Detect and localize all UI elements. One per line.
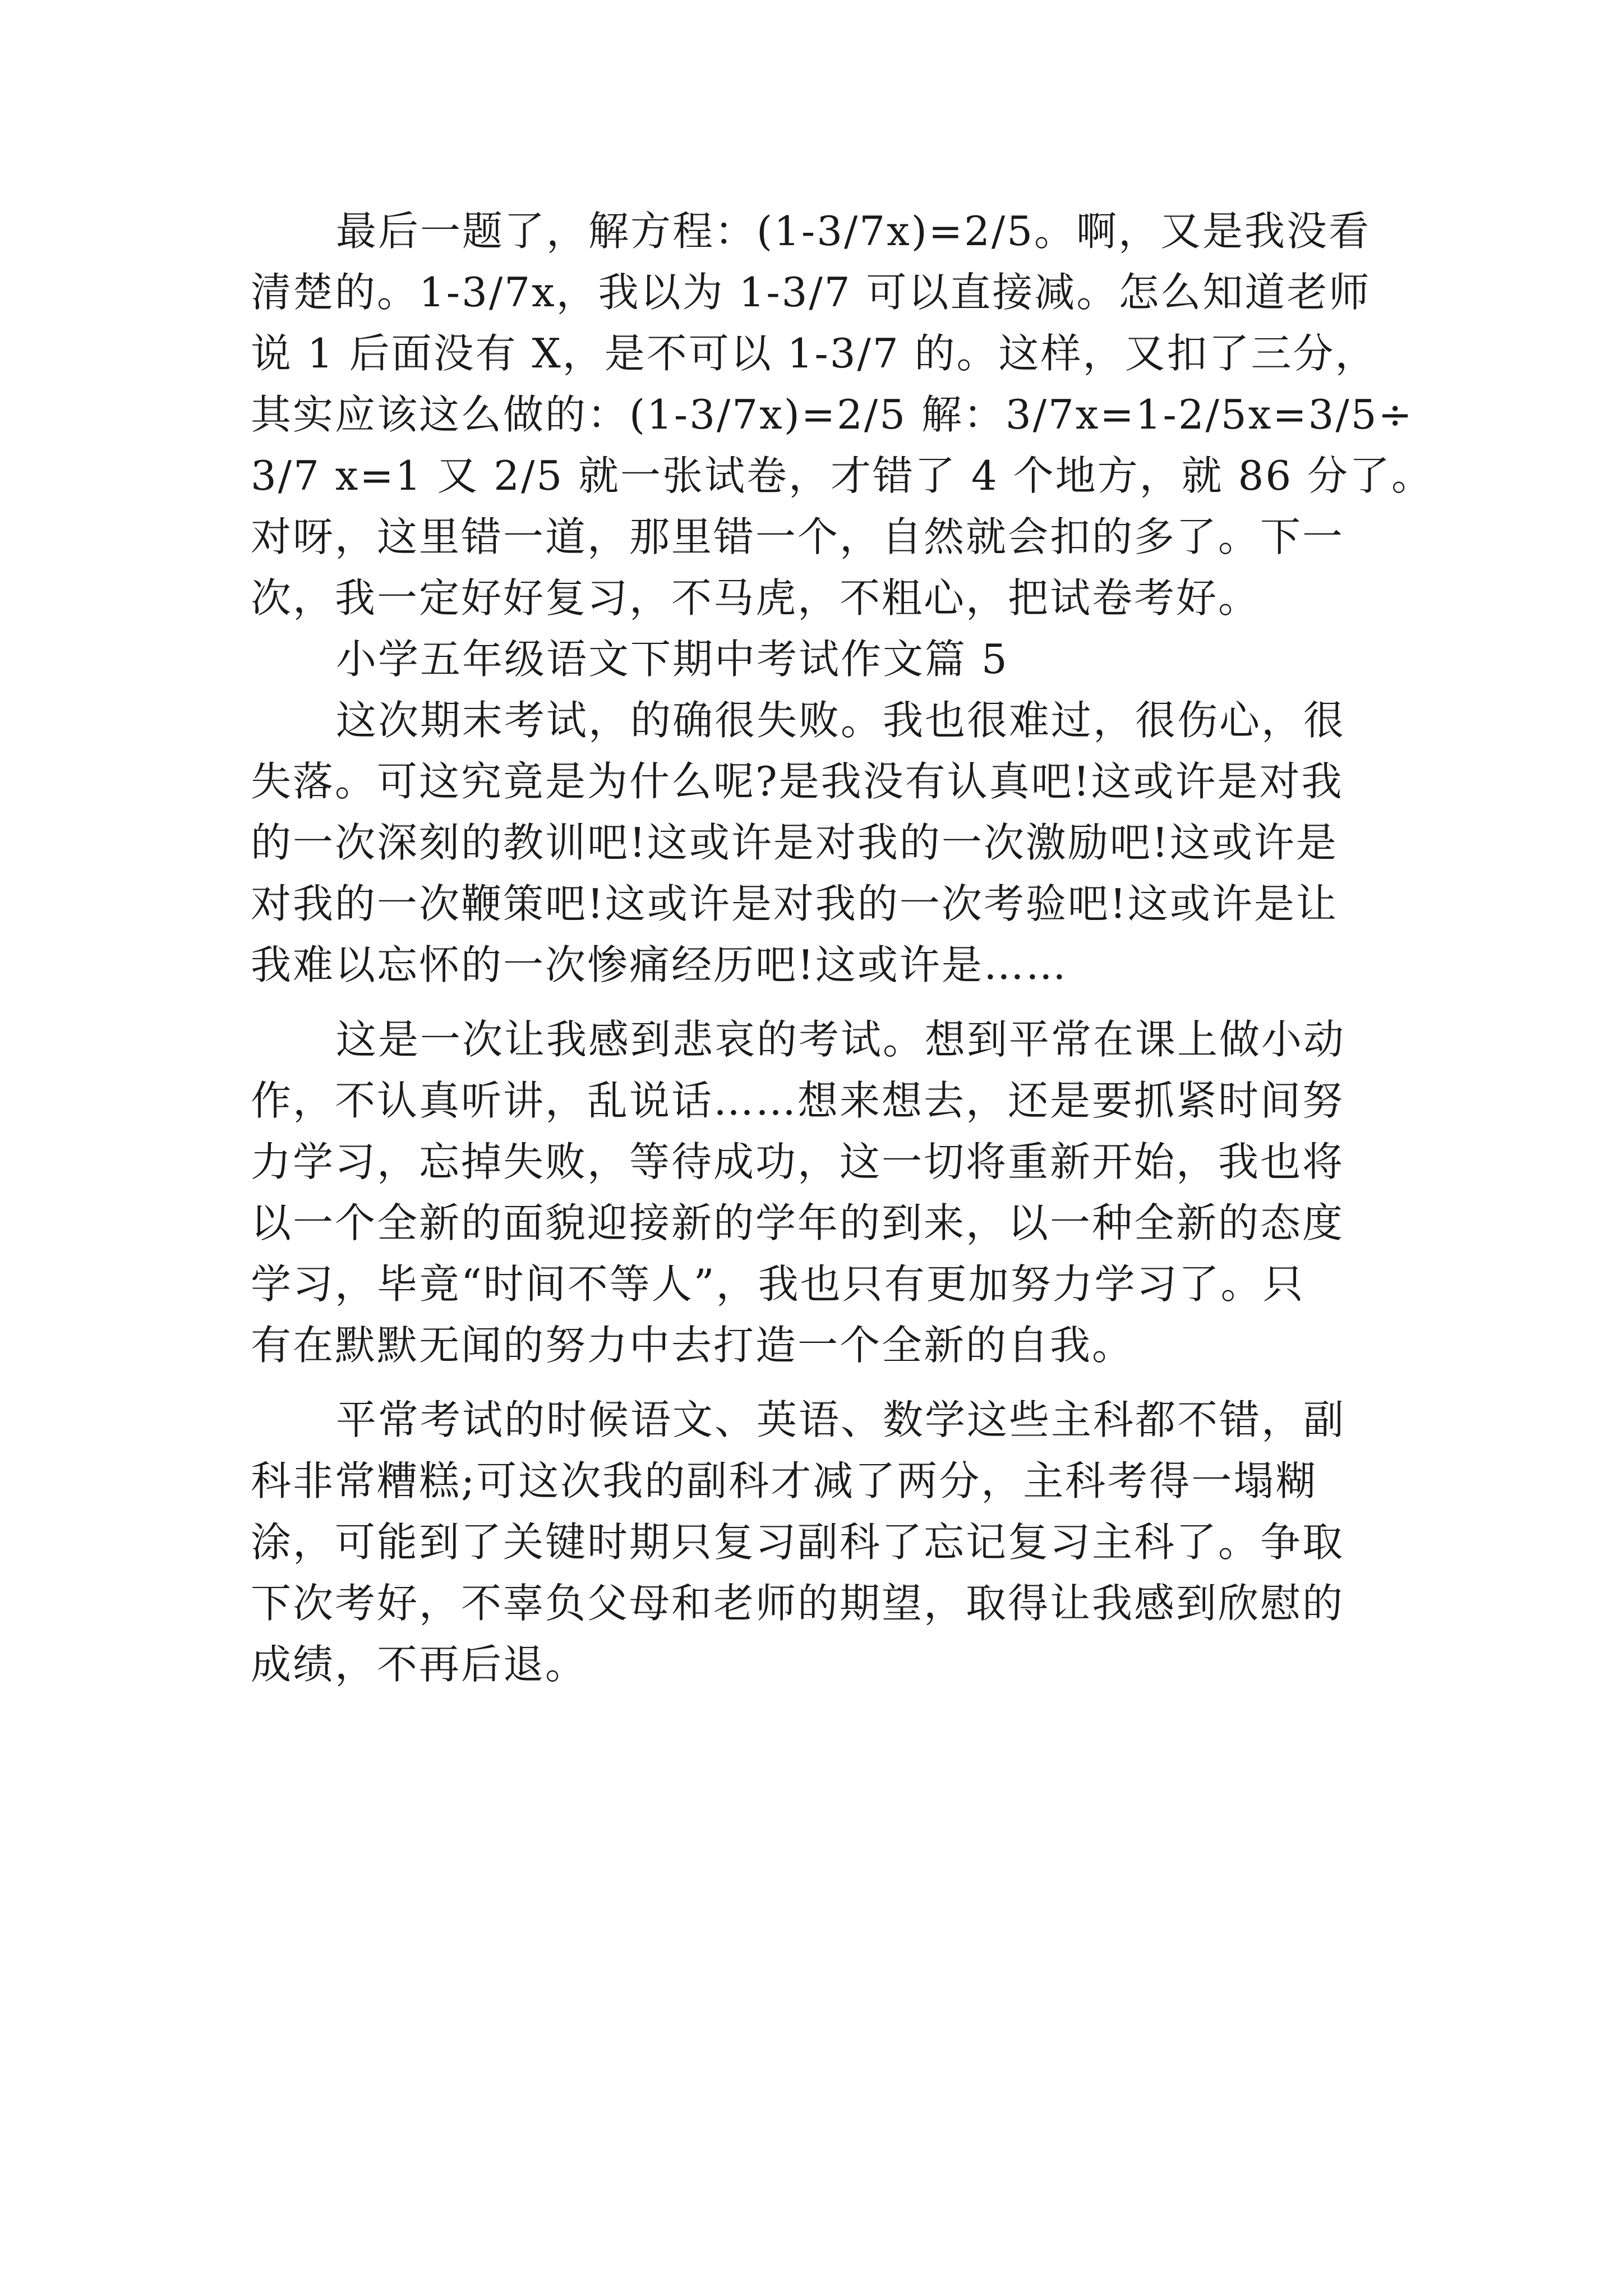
text-line: 对我的一次鞭策吧!这或许是对我的一次考验吧!这或许是让 [251, 880, 1338, 927]
text-line: 最后一题了，解方程：(1-3/7x)=2/5。啊，又是我没看 [336, 208, 1371, 255]
text-line: 作，不认真听讲，乱说话……想来想去，还是要抓紧时间努 [251, 1077, 1345, 1124]
section-title: 小学五年级语文下期中考试作文篇 5 [336, 636, 1009, 683]
paragraph-exam-failure [251, 690, 1386, 996]
paragraph-spacer [251, 1376, 1386, 1389]
text-line: 的一次深刻的教训吧!这或许是对我的一次激励吧!这或许是 [251, 819, 1338, 866]
text-line: 科非常糟糕;可这次我的副科才减了两分，主科考得一塌糊 [251, 1457, 1318, 1504]
paragraph-equation-mistake [251, 201, 1434, 629]
section-title-block [251, 629, 1386, 690]
text-line: 这是一次让我感到悲哀的考试。想到平常在课上做小动 [336, 1016, 1346, 1063]
text-line: 下次考好，不辜负父母和老师的期望，取得让我感到欣慰的 [251, 1580, 1345, 1627]
text-line: 其实应该这么做的：(1-3/7x)=2/5 解：3/7x=1-2/5x=3/5÷ [251, 391, 1414, 438]
text-line: 对呀，这里错一道，那里错一个，自然就会扣的多了。下一 [251, 513, 1345, 560]
text-line: 说 1 后面没有 X，是不可以 1-3/7 的。这样，又扣了三分， [251, 330, 1377, 377]
paragraph-reflection [251, 1009, 1386, 1376]
text-line: 力学习，忘掉失败，等待成功，这一切将重新开始，我也将 [251, 1138, 1345, 1185]
paragraph-spacer [251, 996, 1386, 1009]
text-line: 平常考试的时候语文、英语、数学这些主科都不错，副 [336, 1396, 1346, 1443]
text-line: 我难以忘怀的一次惨痛经历吧!这或许是…… [251, 941, 1068, 988]
text-line: 这次期末考试，的确很失败。我也很难过，很伤心，很 [336, 697, 1346, 744]
text-line: 3/7 x=1 又 2/5 就一张试卷，才错了 4 个地方，就 86 分了。 [251, 452, 1434, 499]
text-line: 失落。可这究竟是为什么呢?是我没有认真吧!这或许是对我 [251, 758, 1344, 805]
text-line: 学习，毕竟“时间不等人”，我也只有更加努力学习了。只 [251, 1260, 1305, 1308]
text-line: 次，我一定好好复习，不马虎，不粗心，把试卷考好。 [251, 574, 1261, 622]
document-body [251, 201, 1434, 1695]
text-line: 以一个全新的面貌迎接新的学年的到来，以一种全新的态度 [251, 1199, 1345, 1246]
text-line: 成绩，不再后退。 [251, 1641, 588, 1688]
paragraph-subjects [251, 1389, 1386, 1695]
text-line: 有在默默无闻的努力中去打造一个全新的自我。 [251, 1322, 1135, 1369]
text-line: 清楚的。1-3/7x，我以为 1-3/7 可以直接减。怎么知道老师 [251, 269, 1371, 316]
text-line: 涂，可能到了关键时期只复习副科了忘记复习主科了。争取 [251, 1519, 1345, 1566]
